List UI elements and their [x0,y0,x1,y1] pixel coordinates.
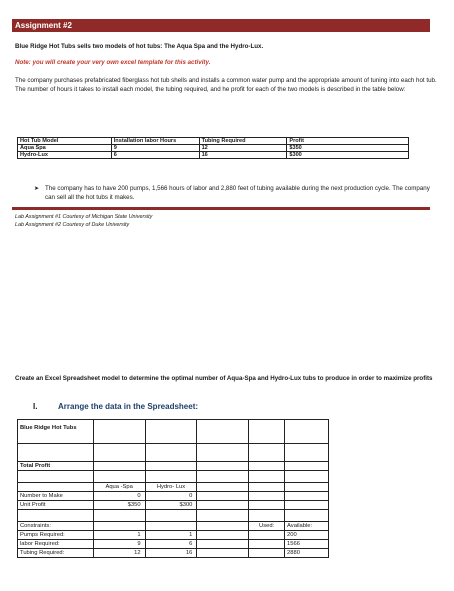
labor-available[interactable]: 1566 [285,540,329,549]
table-row [18,471,329,483]
cell[interactable] [197,531,249,540]
cell[interactable] [197,444,249,462]
table-row [18,522,329,531]
cell[interactable] [93,471,145,483]
make-aqua-cell[interactable]: 0 [93,492,145,501]
cell[interactable] [197,549,249,558]
cell: $350 [287,145,409,152]
bullet-arrow-icon: ➤ [34,186,40,192]
table-row [18,420,329,444]
table-row [18,444,329,462]
total-profit-label[interactable]: Total Profit [18,462,94,471]
profit-aqua-cell[interactable]: $350 [93,501,145,510]
cell[interactable] [93,462,145,471]
pumps-aqua[interactable]: 1 [93,531,145,540]
cell[interactable] [197,540,249,549]
labor-hydro[interactable]: 6 [145,540,197,549]
table-row [18,483,329,492]
cell[interactable] [249,492,285,501]
cell[interactable] [145,522,197,531]
labor-aqua[interactable]: 9 [93,540,145,549]
header-tubing: Tubing Required [199,138,287,145]
header-labor: Installation labor Hours [111,138,199,145]
number-to-make-label[interactable]: Number to Make [18,492,94,501]
table-row [18,492,329,501]
tubing-available[interactable]: 2880 [285,549,329,558]
company-cell[interactable]: Blue Ridge Hot Tubs [18,420,94,444]
cell[interactable] [197,510,249,522]
cell[interactable] [249,531,285,540]
divider [12,207,430,210]
cell[interactable] [249,462,285,471]
cell[interactable] [249,420,285,444]
table-row [18,462,329,471]
pumps-hydro[interactable]: 1 [145,531,197,540]
table-row [18,540,329,549]
cell[interactable] [18,471,94,483]
cell[interactable] [197,492,249,501]
cell[interactable] [197,522,249,531]
cell[interactable] [249,471,285,483]
cell[interactable] [18,510,94,522]
cell[interactable] [18,483,94,492]
col-aqua-header[interactable]: Aqua -Spa [93,483,145,492]
cell[interactable] [249,483,285,492]
cell: 6 [111,152,199,159]
task-text: Create an Excel Spreadsheet model to determine the optimal number of Aqua-Spa and Hydro-Lux tubs to produce in order to maximize profits [15,375,433,382]
table-row [18,531,329,540]
cell[interactable] [285,492,329,501]
cell[interactable] [197,471,249,483]
note-text: Note: you will create your very own excel template for this activity. [15,59,211,66]
pumps-label[interactable]: Pumps Required: [18,531,94,540]
table-row [18,549,329,558]
cell[interactable] [197,501,249,510]
table-row [18,501,329,510]
table-row [18,510,329,522]
cell: 9 [111,145,199,152]
cell[interactable] [285,420,329,444]
cell[interactable] [145,444,197,462]
header-model: Hot Tub Model [18,138,112,145]
cell[interactable] [93,522,145,531]
cell[interactable] [197,420,249,444]
cell[interactable] [249,501,285,510]
cell: Aqua Spa [18,145,112,152]
cell[interactable] [18,444,94,462]
cell: Hydro-Lux [18,152,112,159]
cell[interactable] [145,462,197,471]
header-profit: Profit [287,138,409,145]
cell[interactable] [249,549,285,558]
cell[interactable] [93,420,145,444]
cell[interactable] [197,483,249,492]
tubing-hydro[interactable]: 16 [145,549,197,558]
table-row [18,152,409,159]
cell[interactable] [145,471,197,483]
cell: 12 [199,145,287,152]
unit-profit-label[interactable]: Unit Profit [18,501,94,510]
cell: $300 [287,152,409,159]
cell: 16 [199,152,287,159]
section-number: I. [33,402,38,411]
model-table [17,137,409,159]
cell[interactable] [249,540,285,549]
cell[interactable] [197,462,249,471]
cell[interactable] [285,501,329,510]
table-row [18,145,409,152]
col-hydro-header[interactable]: Hydro- Lux [145,483,197,492]
cell[interactable] [285,471,329,483]
used-header[interactable]: Used: [249,522,285,531]
cell[interactable] [285,462,329,471]
cell[interactable] [145,420,197,444]
cell[interactable] [285,483,329,492]
section-title: Arrange the data in the Spreadsheet: [58,402,199,411]
profit-hydro-cell[interactable]: $300 [145,501,197,510]
available-header[interactable]: Available: [285,522,329,531]
cell[interactable] [285,444,329,462]
description-text: The company purchases prefabricated fiberglass hot tub shells and installs a common water pump and the appropriate amount of tuning into each hot tub. The number of hours it takes to install each model, the tubing required, and he profit for each of the two models is described in the table below: [15,77,437,93]
tubing-aqua[interactable]: 12 [93,549,145,558]
assignment-title: Assignment #2 [12,19,430,32]
make-hydro-cell[interactable]: 0 [145,492,197,501]
cell[interactable] [93,444,145,462]
intro-text: Blue Ridge Hot Tubs sells two models of hot tubs: The Aqua Spa and the Hydro-Lux. [15,43,264,50]
cell[interactable] [285,510,329,522]
pumps-available[interactable]: 200 [285,531,329,540]
spreadsheet [17,419,329,558]
constraints-label[interactable]: Constraints: [18,522,94,531]
labor-label[interactable]: labor Required: [18,540,94,549]
cell[interactable] [249,444,285,462]
credit-1: Lab Assignment #1 Courtesy of Michigan State University [15,214,153,220]
cell[interactable] [145,510,197,522]
credit-2: Lab Assignment #2 Courtesy of Duke University [15,222,130,228]
tubing-label[interactable]: Tubing Required: [18,549,94,558]
cell[interactable] [249,510,285,522]
bullet-text: The company has to have 200 pumps, 1,566 hours of labor and 2,880 feet of tubing available during the next production cycle. The company can sell all the hot tubs it makes. [45,185,430,201]
table-row [18,138,409,145]
cell[interactable] [93,510,145,522]
